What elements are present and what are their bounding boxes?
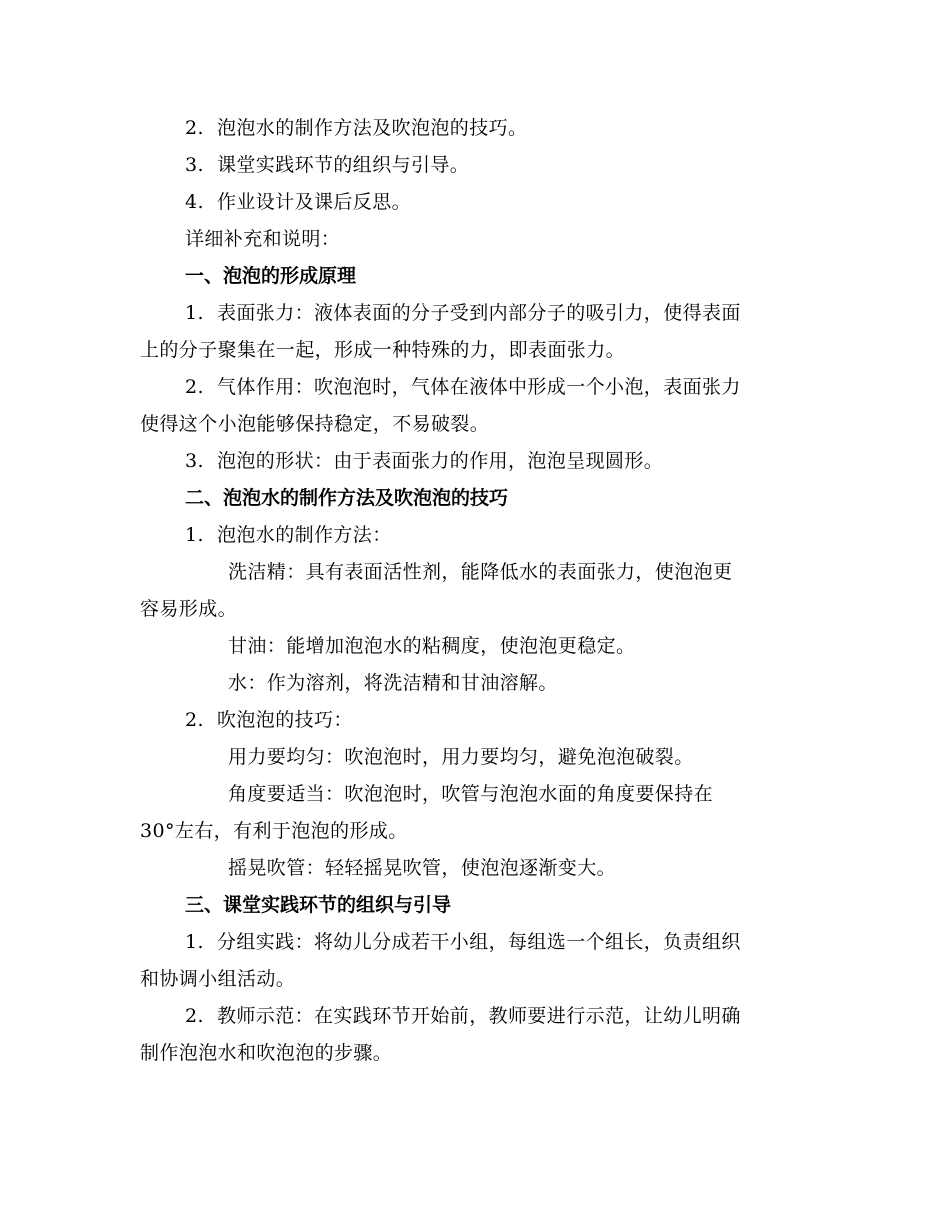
paragraph: 2. 教师示范：在实践环节开始前，教师要进行示范，让幼儿明确 制作泡泡水和吹泡泡的步骤。 <box>140 1005 741 1064</box>
outline-item: 4. 作业设计及课后反思。 <box>185 191 412 213</box>
paragraph: 甘油：能增加泡泡水的粘稠度，使泡泡更稳定。 <box>228 635 636 657</box>
section-heading: 三、课堂实践环节的组织与引导 <box>185 894 452 916</box>
paragraph: 洗洁精：具有表面活性剂，能降低水的表面张力，使泡泡更 容易形成。 <box>140 561 733 620</box>
outline-item: 2. 泡泡水的制作方法及吹泡泡的技巧。 <box>185 117 528 139</box>
subsection-title: 2. 吹泡泡的技巧： <box>185 709 353 731</box>
document-page <box>140 110 805 1072</box>
paragraph: 2. 气体作用：吹泡泡时，气体在液体中形成一个小泡，表面张力 使得这个小泡能够保持稳定，不易破裂。 <box>140 376 741 435</box>
outline-item: 3. 课堂实践环节的组织与引导。 <box>185 154 470 176</box>
section-heading: 一、泡泡的形成原理 <box>185 265 357 287</box>
section-heading: 二、泡泡水的制作方法及吹泡泡的技巧 <box>185 487 509 509</box>
intro-text: 详细补充和说明： <box>185 228 341 250</box>
paragraph: 3. 泡泡的形状：由于表面张力的作用，泡泡呈现圆形。 <box>185 450 664 472</box>
paragraph: 1. 表面张力：液体表面的分子受到内部分子的吸引力，使得表面 上的分子聚集在一起，形成一种特殊的力，即表面张力。 <box>140 302 741 361</box>
paragraph: 角度要适当：吹泡泡时，吹管与泡泡水面的角度要保持在 30°左右，有利于泡泡的形成。 <box>140 783 714 842</box>
paragraph: 摇晃吹管：轻轻摇晃吹管，使泡泡逐渐变大。 <box>228 857 617 879</box>
paragraph: 用力要均匀：吹泡泡时，用力要均匀，避免泡泡破裂。 <box>228 746 694 768</box>
paragraph: 1. 分组实践：将幼儿分成若干小组，每组选一个组长，负责组织 和协调小组活动。 <box>140 931 741 990</box>
paragraph: 水：作为溶剂，将洗洁精和甘油溶解。 <box>228 672 558 694</box>
subsection-title: 1. 泡泡水的制作方法： <box>185 524 392 546</box>
